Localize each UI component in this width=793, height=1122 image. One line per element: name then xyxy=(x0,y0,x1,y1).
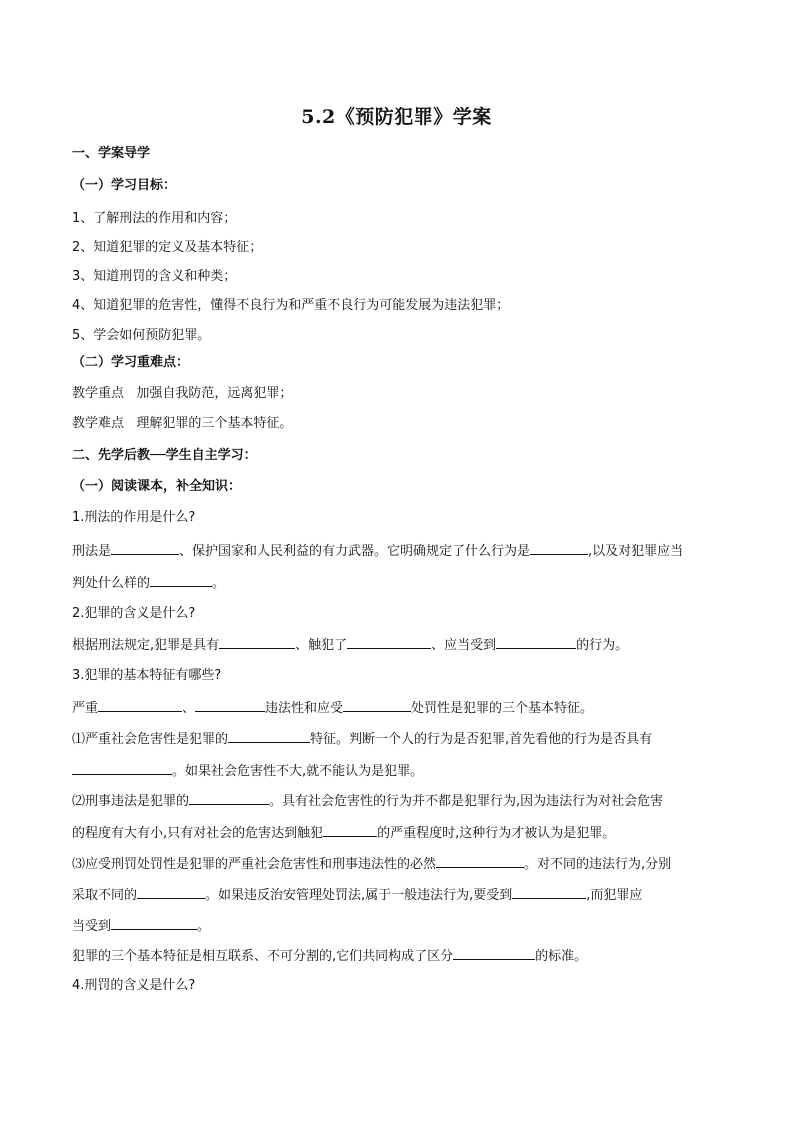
feature-1-line: ⑴严重社会危害性是犯罪的 特征。判断一个人的行为是否犯罪,首先看他的行为是否具有 xyxy=(72,728,723,750)
goal-item: 2、知道犯罪的定义及基本特征； xyxy=(72,240,263,255)
section-heading-2: 二、先学后教──学生自主学习： xyxy=(72,448,257,463)
fill-blank[interactable] xyxy=(453,945,535,960)
question-3-fill-line: 严重 、 违法性和应受 处罚性是犯罪的三个基本特征。 xyxy=(72,697,723,719)
fill-blank[interactable] xyxy=(195,697,265,712)
goal-item: 3、知道刑罚的含义和种类； xyxy=(72,269,237,284)
fill-blank[interactable] xyxy=(150,572,212,587)
fill-blank[interactable] xyxy=(347,634,431,649)
feature-1-line: 。如果社会危害性不大,就不能认为是犯罪。 xyxy=(72,760,723,782)
key-point: 教学重点 加强自我防范，远离犯罪； xyxy=(72,386,293,401)
question-1-fill-line: 判处什么样的 。 xyxy=(72,572,723,594)
fill-blank[interactable] xyxy=(219,634,295,649)
subsection-learning-goals: （一）学习目标： xyxy=(72,178,177,193)
goal-item: 4、知道犯罪的危害性，懂得不良行为和严重不良行为可能发展为违法犯罪； xyxy=(72,298,510,313)
goal-item: 1、了解刑法的作用和内容； xyxy=(72,211,237,226)
question-2: 2.犯罪的含义是什么? xyxy=(72,606,196,621)
difficulty-point: 教学难点 理解犯罪的三个基本特征。 xyxy=(72,416,293,431)
fill-blank[interactable] xyxy=(530,540,588,555)
question-4: 4.刑罚的含义是什么? xyxy=(72,978,196,993)
goal-item: 5、学会如何预防犯罪。 xyxy=(72,328,211,343)
document-title: 5.2《预防犯罪》学案 xyxy=(301,106,492,128)
fill-blank[interactable] xyxy=(228,728,310,743)
fill-blank[interactable] xyxy=(343,697,411,712)
fill-blank[interactable] xyxy=(111,915,197,930)
fill-blank[interactable] xyxy=(72,760,172,775)
feature-3-line: 当受到 。 xyxy=(72,915,723,937)
fill-blank[interactable] xyxy=(137,884,205,899)
feature-3-line: ⑶应受刑罚处罚性是犯罪的严重社会危害性和刑事违法性的必然 。对不同的违法行为,分别 xyxy=(72,853,723,875)
summary-line: 犯罪的三个基本特征是相互联系、不可分割的,它们共同构成了区分 的标准。 xyxy=(72,945,723,967)
fill-blank[interactable] xyxy=(111,540,179,555)
question-3: 3.犯罪的基本特征有哪些? xyxy=(72,668,222,683)
subsection-reading: （一）阅读课本，补全知识： xyxy=(72,479,242,494)
fill-blank[interactable] xyxy=(512,884,586,899)
fill-blank[interactable] xyxy=(323,822,377,837)
question-1-fill-line: 刑法是 、保护国家和人民利益的有力武器。它明确规定了什么行为是 ,以及对犯罪应当 xyxy=(72,540,723,562)
feature-2-line: 的程度有大有小,只有对社会的危害达到触犯 的严重程度时,这种行为才被认为是犯罪。 xyxy=(72,822,723,844)
section-heading-1: 一、学案导学 xyxy=(72,146,151,161)
fill-blank[interactable] xyxy=(496,634,576,649)
fill-blank[interactable] xyxy=(436,853,524,868)
feature-3-line: 采取不同的 。如果违反治安管理处罚法,属于一般违法行为,要受到 ,而犯罪应 xyxy=(72,884,723,906)
feature-2-line: ⑵刑事违法是犯罪的 。具有社会危害性的行为并不都是犯罪行为,因为违法行为对社会危害 xyxy=(72,790,723,812)
fill-blank[interactable] xyxy=(98,697,182,712)
subsection-key-points: （二）学习重难点： xyxy=(72,355,190,370)
question-1: 1.刑法的作用是什么? xyxy=(72,510,196,525)
fill-blank[interactable] xyxy=(189,790,269,805)
question-2-fill-line: 根据刑法规定,犯罪是具有 、触犯了 、应当受到 的行为。 xyxy=(72,634,723,656)
